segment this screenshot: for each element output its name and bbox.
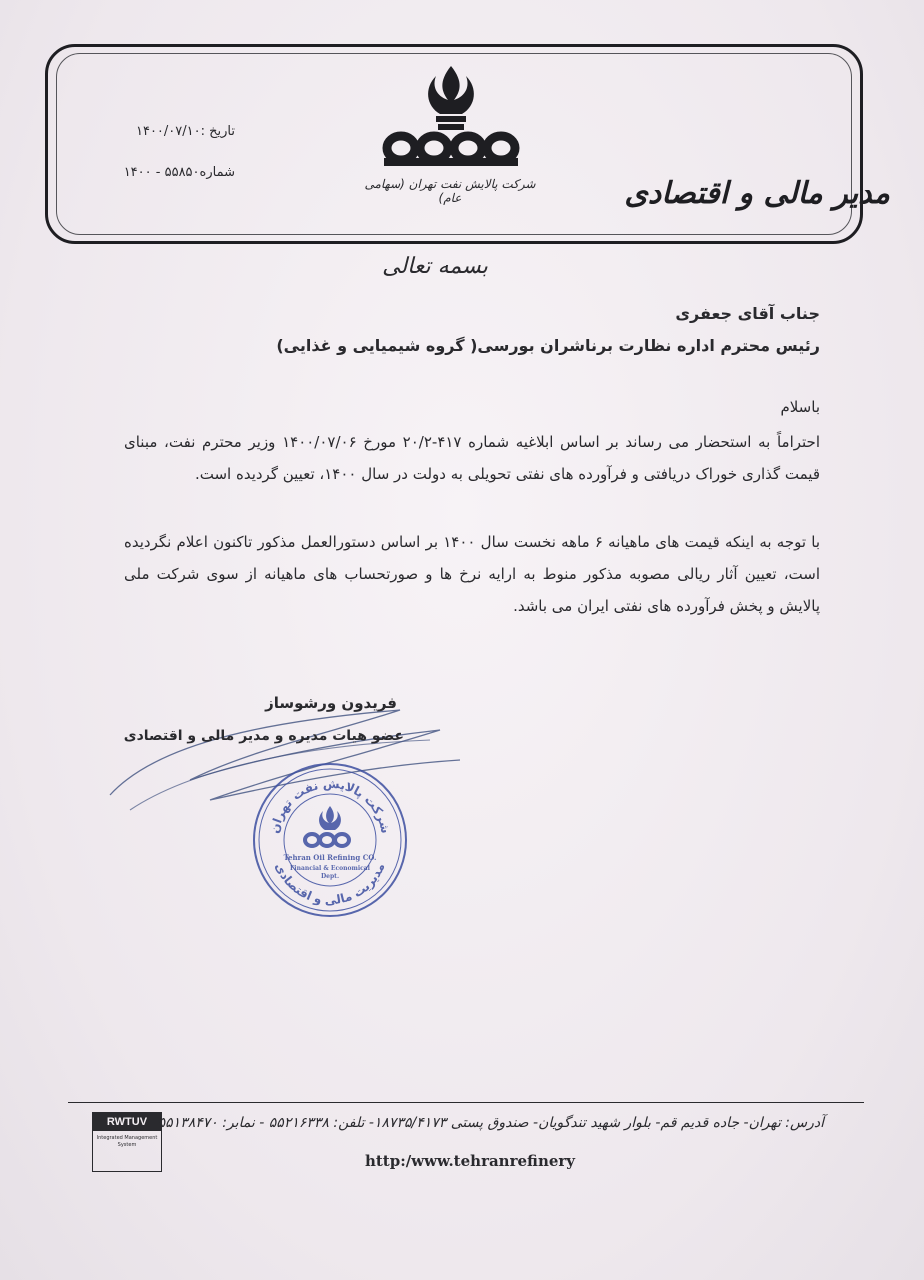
footer-address: آدرس: تهران- جاده قدیم قم- بلوار شهید تندگویان- صندوق پستی ۱۸۷۳۵/۴۱۷۳- تلفن: ۵۵۲۱۶۳۳۸ - نمابر: ۵۵۱۳۸۴۷۰: [157, 1115, 824, 1131]
department-title: مدیر مالی و اقتصادی: [624, 176, 890, 211]
stamp-en-line3: Dept.: [320, 873, 340, 880]
body-paragraph-1: احتراماً به استحضار می رساند بر اساس ابلاغیه شماره ۴۱۷-۲۰/۲ مورخ ۱۴۰۰/۰۷/۰۶ وزیر محترم نفت، مبنای قیمت گذاری خوراک دریافتی و فرآورده های نفتی تحویلی به دولت در سال ۱۴۰۰، تعیین گردیده است.: [124, 433, 820, 483]
letter-date: تاریخ :۱۴۰۰/۰۷/۱۰: [135, 124, 235, 139]
company-stamp-icon: [250, 760, 410, 920]
cert-logo: RWTUV: [93, 1113, 161, 1131]
footer-divider: [68, 1102, 864, 1103]
stamp-bottom-text: مدیریت مالی و اقتصادی: [272, 860, 388, 908]
greeting: باسلام: [780, 398, 820, 416]
letter-number: شماره۵۵۸۵۰ - ۱۴۰۰: [123, 165, 235, 180]
stamp-en-line1: Tehran Oil Refining CO.: [283, 853, 377, 862]
signer-name: فریدون ورشوساز: [265, 694, 397, 712]
recipient-name: جناب آقای جعفری: [675, 304, 820, 323]
body-paragraph-2: با توجه به اینکه قیمت های ماهیانه ۶ ماهه نخست سال ۱۴۰۰ بر اساس دستورالعمل مذکور تاکنون اعلام نگردیده است، تعیین آثار ریالی مصوبه مذکور منوط به ارایه نرخ ها و صورتحساب های ماهیانه از سوی شرکت ملی پالایش و پخش فرآورده های نفتی ایران می باشد.: [124, 533, 820, 615]
signer-title: عضو هیات مدیره و مدیر مالی و اقتصادی: [123, 728, 404, 744]
footer-url: http:/www.tehranrefinery: [364, 1152, 576, 1170]
certification-badge: [92, 1112, 162, 1172]
recipient-title: رئیس محترم اداره نظارت برناشران بورسی( گروه شیمیایی و غذایی): [276, 336, 820, 355]
cert-subtitle: Integrated Management System: [96, 1135, 158, 1148]
invocation: بسمه تعالی: [382, 254, 488, 279]
stamp-top-text: شرکت پالایش نفت تهران: [267, 776, 393, 835]
refinery-flame-logo-icon: [376, 62, 526, 172]
stamp-en-line2: Financial & Economical: [290, 865, 370, 872]
company-name: شرکت پالایش نفت تهران (سهامی عام): [364, 177, 536, 205]
